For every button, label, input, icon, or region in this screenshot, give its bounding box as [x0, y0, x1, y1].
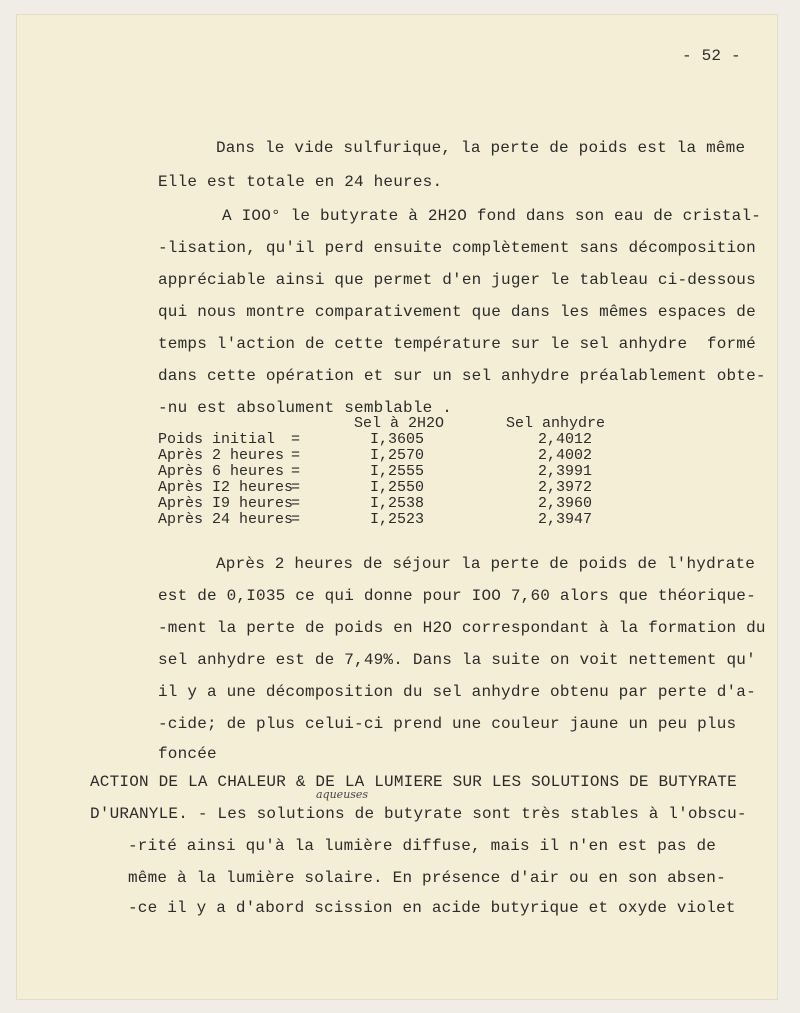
table-cell-hydrate: I,2538	[370, 495, 425, 512]
table-cell-hydrate: I,2555	[370, 463, 425, 480]
table-cell-sep: =	[291, 495, 301, 512]
text-line: -lisation, qu'il perd ensuite complètement sans décomposition	[158, 239, 756, 257]
handwritten-annotation: aqueuses	[316, 788, 369, 801]
text-line: Après 2 heures de séjour la perte de poids de l'hydrate	[216, 555, 756, 573]
text-line: -ce il y a d'abord scission en acide butyrique et oxyde violet	[128, 899, 736, 917]
table-cell-label: Après 24 heures	[158, 511, 294, 528]
table-cell-sep: =	[291, 511, 301, 528]
table-cell-hydrate: I,2570	[370, 447, 425, 464]
table-header-cell: Sel anhydre	[506, 415, 606, 432]
table-cell-anhydre: 2,3947	[538, 511, 593, 528]
table-cell-anhydre: 2,3972	[538, 479, 593, 496]
text-line: temps l'action de cette température sur le sel anhydre formé	[158, 335, 756, 353]
table-cell-sep: =	[291, 463, 301, 480]
table-cell-anhydre: 2,4002	[538, 447, 593, 464]
text-line: Elle est totale en 24 heures.	[158, 173, 443, 191]
text-line: foncée	[158, 745, 217, 763]
text-line: il y a une décomposition du sel anhydre obtenu par perte d'a-	[158, 683, 756, 701]
text-line: -nu est absolument semblable .	[158, 399, 453, 417]
text-line: même à la lumière solaire. En présence d'air ou en son absen-	[128, 869, 726, 887]
table-cell-label: Après 2 heures	[158, 447, 285, 464]
text-line: qui nous montre comparativement que dans les mêmes espaces de	[158, 303, 756, 321]
table-header-cell: Sel à 2H2O	[354, 415, 445, 432]
text-line: ACTION DE LA CHALEUR & DE LA LUMIERE SUR LES SOLUTIONS DE BUTYRATE	[90, 773, 737, 791]
table-cell-hydrate: I,2550	[370, 479, 425, 496]
document-page	[16, 14, 778, 1000]
text-line: est de 0,I035 ce qui donne pour IOO 7,60 alors que théorique-	[158, 587, 756, 605]
page-number: - 52 -	[682, 47, 741, 65]
table-cell-label: Après I2 heures	[158, 479, 294, 496]
table-cell-hydrate: I,2523	[370, 511, 425, 528]
table-cell-sep: =	[291, 431, 301, 448]
table-cell-anhydre: 2,4012	[538, 431, 593, 448]
text-line: -ment la perte de poids en H2O correspondant à la formation du	[158, 619, 766, 637]
table-cell-anhydre: 2,3991	[538, 463, 593, 480]
text-line: -rité ainsi qu'à la lumière diffuse, mais il n'en est pas de	[128, 837, 717, 855]
table-cell-sep: =	[291, 479, 301, 496]
text-line: appréciable ainsi que permet d'en juger le tableau ci-dessous	[158, 271, 756, 289]
text-line: sel anhydre est de 7,49%. Dans la suite on voit nettement qu'	[158, 651, 756, 669]
text-line: A IOO° le butyrate à 2H2O fond dans son eau de cristal-	[222, 207, 762, 225]
text-line: D'URANYLE. - Les solutions de butyrate sont très stables à l'obscu-	[90, 805, 747, 823]
text-line: -cide; de plus celui-ci prend une couleur jaune un peu plus	[158, 715, 737, 733]
text-line: Dans le vide sulfurique, la perte de poids est la même	[216, 139, 746, 157]
table-cell-label: Après 6 heures	[158, 463, 285, 480]
text-line: dans cette opération et sur un sel anhydre préalablement obte-	[158, 367, 766, 385]
table-cell-hydrate: I,3605	[370, 431, 425, 448]
table-cell-label: Poids initial	[158, 431, 276, 448]
table-cell-anhydre: 2,3960	[538, 495, 593, 512]
table-cell-label: Après I9 heures	[158, 495, 294, 512]
table-cell-sep: =	[291, 447, 301, 464]
